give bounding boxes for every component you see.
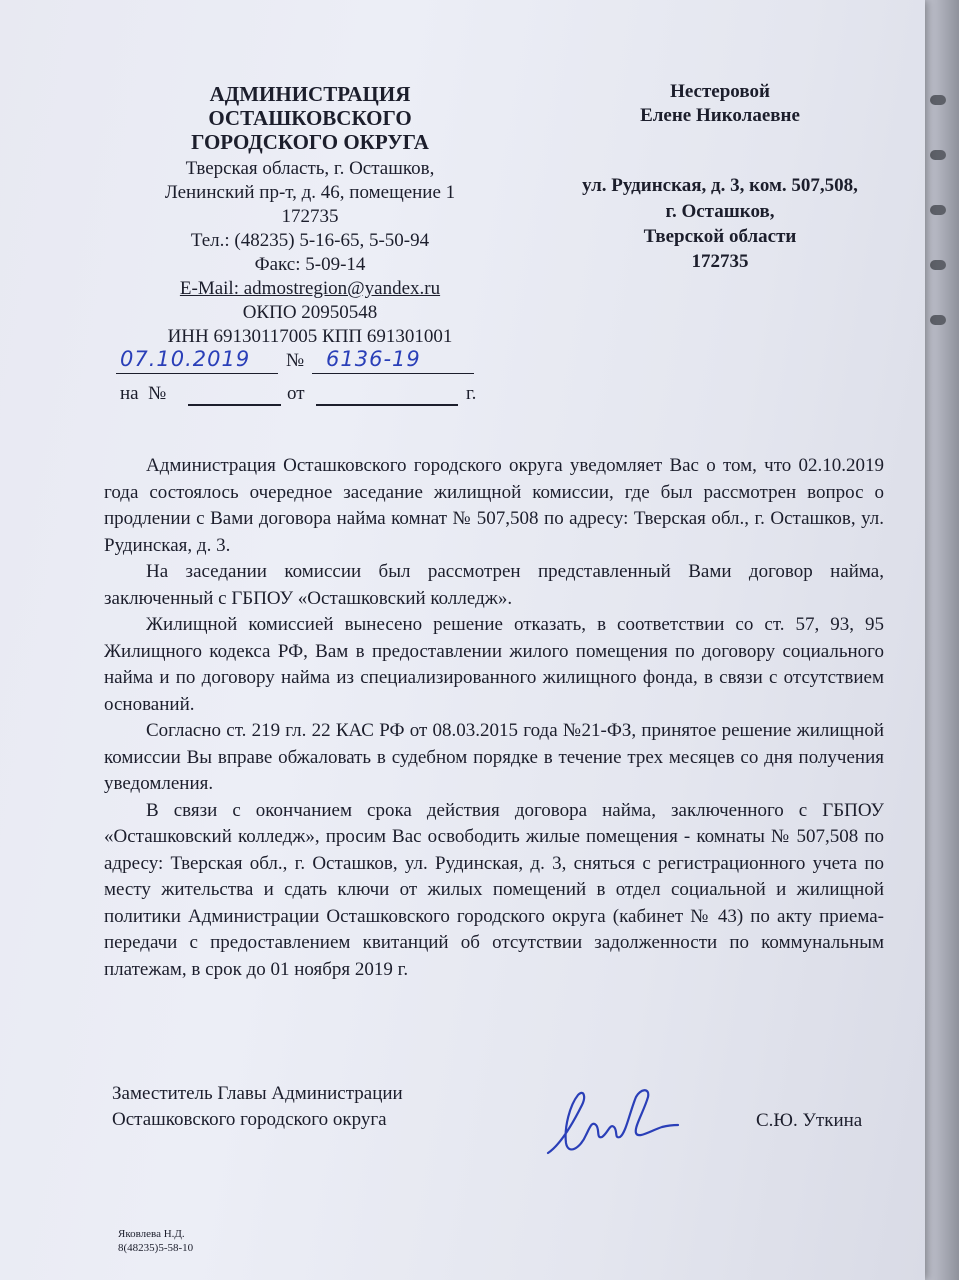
recipient-name: Елене Николаевне <box>640 105 800 126</box>
number-underline <box>312 373 474 374</box>
outgoing-number: 6136-19 <box>326 347 421 371</box>
handwritten-signature <box>540 1075 700 1165</box>
sender-fax: Факс: 5-09-14 <box>254 254 366 275</box>
org-line-3: ГОРОДСКОГО ОКРУГА <box>191 130 429 154</box>
recipient-street: ул. Рудинская, д. 3, ком. 507,508, <box>582 175 858 196</box>
recipient-surname: Нестеровой <box>670 81 770 102</box>
reference-prefix: на № <box>120 383 167 404</box>
reference-from: от <box>287 383 305 404</box>
punch-hole-icon <box>930 260 946 270</box>
sender-phone: Тел.: (48235) 5-16-65, 5-50-94 <box>190 230 430 251</box>
punch-hole-icon <box>930 205 946 215</box>
paragraph-3: Жилищной комиссией вынесено решение отказать, в соответствии со ст. 57, 93, 95 Жилищного кодекса РФ, Вам в предоставлении жилого помещения по договору социального найма и по договору найма из специализированного жилищного фонда, в связи с отсутствием оснований. <box>104 614 884 715</box>
executor-name: Яковлева Н.Д. <box>118 1228 185 1240</box>
position-line-2: Осташковского городского округа <box>112 1109 387 1130</box>
date-underline <box>116 373 278 374</box>
punch-hole-icon <box>930 315 946 325</box>
recipient-city: г. Осташков, <box>665 201 775 222</box>
paragraph-4: Согласно ст. 219 гл. 22 КАС РФ от 08.03.2015 года №21-ФЗ, принятое решение жилищной комиссии Вы вправе обжаловать в судебном порядке в течение трех месяцев со дня получения уведомления. <box>104 720 884 794</box>
paragraph-2: На заседании комиссии был рассмотрен представленный Вами договор найма, заключенный с ГБПОУ «Осташковский колледж». <box>104 561 884 609</box>
punch-hole-icon <box>930 150 946 160</box>
sender-okpo: ОКПО 20950548 <box>242 302 378 323</box>
sender-organization <box>130 82 490 154</box>
number-sign: № <box>286 350 305 371</box>
sender-inn-kpp: ИНН 69130117005 КПП 691301001 <box>167 326 453 347</box>
sender-address-1: Тверская область, г. Осташков, <box>185 158 435 179</box>
org-line-1: АДМИНИСТРАЦИЯ <box>209 82 411 106</box>
signatory-name: С.Ю. Уткина <box>756 1110 863 1131</box>
paragraph-5: В связи с окончанием срока действия договора найма, заключенного с ГБПОУ «Осташковский колледж», просим Вас освободить жилые помещения - комнаты № 507,508 по адресу: Тверская обл., г. Осташков, ул. Рудинская, д. 3, сняться с регистрационного учета по месту жительства и сдать ключи от жилых помещений в отдел социальной и жилищной политики Администрации Осташковского городского округа (кабинет № 43) по акту приема-передачи с предоставлением квитанций об отсутствии задолженности по коммунальным платежам, в срок до 01 ноября 2019 г. <box>104 799 884 980</box>
recipient-postcode: 172735 <box>691 251 749 272</box>
sender-email: E-Mail: admostregion@yandex.ru <box>179 278 441 299</box>
signatory-position <box>112 1081 403 1133</box>
paragraph-1: Администрация Осташковского городского округа уведомляет Вас о том, что 02.10.2019 года состоялось очередное заседание жилищной комиссии, где был рассмотрен вопрос о продлении с Вами договора найма комнат № 507,508 по адресу: Тверская обл., г. Осташков, ул. Рудинская, д. 3. <box>104 455 884 556</box>
letter-body <box>104 453 884 983</box>
sender-address-2: Ленинский пр-т, д. 46, помещение 1 <box>164 182 456 203</box>
executor-phone: 8(48235)5-58-10 <box>118 1242 194 1254</box>
reference-year: г. <box>466 383 477 404</box>
org-line-2: ОСТАШКОВСКОГО <box>208 106 412 130</box>
sender-postcode: 172735 <box>281 206 339 227</box>
ref-date-blank <box>316 404 458 406</box>
ref-number-blank <box>188 404 281 406</box>
punch-hole-icon <box>930 95 946 105</box>
recipient-region: Тверской области <box>643 226 797 247</box>
position-line-1: Заместитель Главы Администрации <box>112 1083 403 1104</box>
outgoing-date: 07.10.2019 <box>120 347 251 371</box>
